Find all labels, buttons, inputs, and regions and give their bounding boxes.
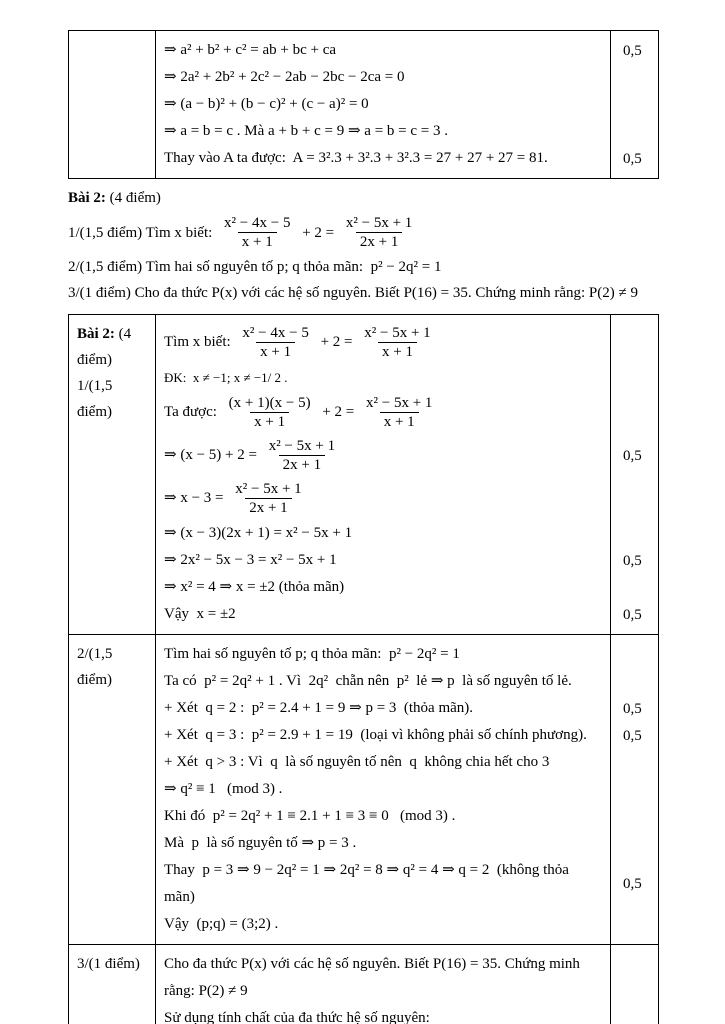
text-segment: 3/(1 điểm) Cho đa thức P(x) với các hệ số nguyên. Biết P(16) = 35. Chứng minh rằng: P(2) ≠ 9 bbox=[68, 285, 638, 301]
text-segment: + Xét q = 2 : p² = 2.4 + 1 = 9 ⇒ p = 3 (thỏa mãn). bbox=[164, 700, 474, 716]
solution-line bbox=[68, 280, 718, 306]
table-row bbox=[69, 945, 659, 1024]
solution-line bbox=[68, 211, 718, 254]
table-row bbox=[69, 635, 659, 945]
solution-line bbox=[164, 574, 602, 601]
exercise-2-statement bbox=[68, 179, 718, 314]
score-value: 0,5 bbox=[623, 42, 642, 59]
score-value: 0,5 bbox=[623, 606, 642, 623]
fraction bbox=[220, 214, 294, 251]
solution-line bbox=[164, 911, 602, 938]
solution-line bbox=[164, 641, 602, 668]
solution-line bbox=[164, 477, 602, 520]
text-segment: (4 điểm) bbox=[105, 190, 161, 206]
solution-line bbox=[164, 722, 602, 749]
score-value: 0,5 bbox=[623, 876, 642, 892]
text-segment: ⇒ (x − 5) + 2 = bbox=[164, 447, 261, 463]
fraction-denominator: 2x + 1 bbox=[279, 455, 325, 474]
fraction bbox=[231, 480, 305, 517]
score-value: 0,5 bbox=[623, 700, 642, 717]
exercise-label-cell bbox=[69, 945, 156, 1024]
text-segment: 2/(1,5 điểm) bbox=[77, 646, 113, 688]
text-segment: ĐK: x ≠ −1; x ≠ −1/ 2 . bbox=[164, 370, 288, 385]
fraction bbox=[265, 437, 339, 474]
score-value: 0,5 bbox=[623, 150, 642, 167]
solution-line bbox=[164, 64, 602, 91]
text-segment: 1/(1,5 điểm) bbox=[77, 378, 113, 420]
fraction-numerator: x² − 5x + 1 bbox=[235, 481, 302, 497]
solution-line bbox=[164, 321, 602, 364]
text-segment: Vậy (p;q) = (3;2) . bbox=[164, 916, 279, 932]
table-row bbox=[69, 315, 659, 635]
fraction bbox=[362, 394, 436, 431]
text-segment: + 2 = bbox=[298, 224, 338, 241]
text-segment: (4 điểm) bbox=[77, 326, 132, 368]
text-segment: + Xét q = 3 : p² = 2.9 + 1 = 19 (loại vì không phải số chính phương). bbox=[164, 727, 587, 743]
text-segment: Sử dụng tính chất của đa thức hệ số nguyên: bbox=[164, 1010, 430, 1024]
score-cell bbox=[611, 315, 659, 635]
text-segment: + 2 = bbox=[316, 334, 357, 350]
fraction-denominator: x + 1 bbox=[238, 232, 277, 251]
solution-line bbox=[164, 364, 602, 391]
text-segment: + Xét q > 3 : Vì q là số nguyên tố nên q không chia hết cho 3 bbox=[164, 754, 550, 770]
solution-line bbox=[164, 749, 602, 776]
text-segment: Thay p = 3 ⇒ 9 − 2q² = 1 ⇒ 2q² = 8 ⇒ q² = 4 ⇒ q = 2 (không thỏa mãn) bbox=[164, 862, 573, 905]
solution-line bbox=[164, 547, 602, 574]
fraction-numerator: x² − 5x + 1 bbox=[268, 438, 336, 454]
text-segment: Mà p là số nguyên tố ⇒ p = 3 . bbox=[164, 835, 357, 851]
table-row bbox=[69, 31, 659, 179]
solution-line bbox=[164, 830, 602, 857]
solution-line bbox=[164, 434, 602, 477]
fraction-numerator: x² − 5x + 1 bbox=[345, 215, 413, 231]
fraction-numerator: x² − 5x + 1 bbox=[364, 325, 431, 341]
exercise-label-cell bbox=[69, 31, 156, 179]
fraction-denominator: x + 1 bbox=[256, 342, 295, 361]
solution-line bbox=[164, 37, 602, 64]
fraction-denominator: x + 1 bbox=[250, 412, 289, 431]
text-segment: Thay vào A ta được: A = 3².3 + 3².3 + 3².3 = 27 + 27 + 27 = 81. bbox=[164, 150, 548, 166]
solution-line bbox=[164, 803, 602, 830]
text-segment: 2/(1,5 điểm) Tìm hai số nguyên tố p; q thỏa mãn: p² − 2q² = 1 bbox=[68, 259, 442, 275]
bold-text-segment: Bài 2: bbox=[68, 190, 106, 206]
text-segment: Vậy x = ±2 bbox=[164, 606, 236, 622]
text-segment: ⇒ a = b = c . Mà a + b + c = 9 ⇒ a = b = c = 3 . bbox=[164, 123, 449, 139]
exercise-label-cell bbox=[69, 315, 156, 635]
text-segment: ⇒ x² = 4 ⇒ x = ±2 (thỏa mãn) bbox=[164, 579, 345, 595]
solution-line bbox=[68, 185, 718, 211]
text-segment: rằng: P(2) ≠ 9 bbox=[164, 983, 248, 999]
solution-line bbox=[164, 668, 602, 695]
text-segment: ⇒ (a − b)² + (b − c)² + (c − a)² = 0 bbox=[164, 96, 369, 112]
fraction bbox=[342, 214, 416, 251]
answer-table-continuation bbox=[68, 30, 659, 179]
bold-text-segment: Bài 2: bbox=[77, 326, 115, 342]
fraction-numerator: x² − 4x − 5 bbox=[242, 325, 309, 341]
solution-cell bbox=[156, 315, 611, 635]
text-segment: ⇒ 2a² + 2b² + 2c² − 2ab − 2bc − 2ca = 0 bbox=[164, 69, 405, 85]
solution-line bbox=[68, 254, 718, 280]
text-segment: ⇒ x − 3 = bbox=[164, 490, 228, 506]
score-value: 0,5 bbox=[623, 727, 642, 744]
solution-line bbox=[164, 391, 602, 434]
fraction-numerator: x² − 5x + 1 bbox=[366, 395, 433, 411]
solution-line bbox=[164, 951, 602, 978]
solution-cell bbox=[156, 945, 611, 1024]
exercise-label bbox=[77, 321, 147, 373]
text-segment: ⇒ 2x² − 5x − 3 = x² − 5x + 1 bbox=[164, 552, 337, 568]
text-segment: Ta được: bbox=[164, 404, 221, 420]
score-cell bbox=[611, 31, 659, 179]
score-value: 0,5 bbox=[623, 552, 642, 569]
score-value: 0,5 bbox=[623, 447, 642, 464]
text-segment: Cho đa thức P(x) với các hệ số nguyên. Biết P(16) = 35. Chứng minh bbox=[164, 956, 580, 972]
solution-line bbox=[164, 857, 602, 911]
text-segment: ⇒ a² + b² + c² = ab + bc + ca bbox=[164, 42, 337, 58]
solution-line bbox=[164, 145, 602, 172]
fraction-numerator: (x + 1)(x − 5) bbox=[228, 395, 311, 411]
text-segment: 3/(1 điểm) bbox=[77, 956, 140, 972]
text-segment: Ta có p² = 2q² + 1 . Vì 2q² chẵn nên p² lẻ ⇒ p là số nguyên tố lẻ. bbox=[164, 673, 572, 689]
fraction bbox=[225, 394, 315, 431]
solution-line bbox=[164, 978, 602, 1005]
solution-cell bbox=[156, 31, 611, 179]
solution-line bbox=[164, 520, 602, 547]
solution-line bbox=[164, 1005, 602, 1024]
solution-line bbox=[164, 118, 602, 145]
text-segment: Khi đó p² = 2q² + 1 ≡ 2.1 + 1 ≡ 3 ≡ 0 (mod 3) . bbox=[164, 808, 456, 824]
exercise-label-cell bbox=[69, 635, 156, 945]
exercise-label bbox=[77, 951, 147, 977]
score-cell bbox=[611, 635, 659, 945]
fraction-denominator: x + 1 bbox=[378, 342, 417, 361]
text-segment: + 2 = bbox=[318, 404, 358, 420]
fraction-denominator: 2x + 1 bbox=[245, 498, 291, 517]
fraction-denominator: x + 1 bbox=[380, 412, 419, 431]
text-segment: Tìm x biết: bbox=[164, 334, 235, 350]
solution-line bbox=[164, 91, 602, 118]
solution-line bbox=[164, 776, 602, 803]
text-segment: ⇒ q² ≡ 1 (mod 3) . bbox=[164, 781, 283, 797]
solution-cell bbox=[156, 635, 611, 945]
exercise-label bbox=[77, 641, 147, 693]
fraction bbox=[238, 324, 312, 361]
solution-line bbox=[164, 601, 602, 628]
text-segment: Tìm hai số nguyên tố p; q thỏa mãn: p² − 2q² = 1 bbox=[164, 646, 460, 662]
text-segment: ⇒ (x − 3)(2x + 1) = x² − 5x + 1 bbox=[164, 525, 353, 541]
solution-line bbox=[164, 695, 602, 722]
fraction-numerator: x² − 4x − 5 bbox=[224, 215, 291, 231]
exercise-label bbox=[77, 373, 147, 425]
score-cell bbox=[611, 945, 659, 1024]
fraction-denominator: 2x + 1 bbox=[356, 232, 402, 251]
answer-table-exercise-2 bbox=[68, 314, 659, 1024]
fraction bbox=[360, 324, 434, 361]
text-segment: 1/(1,5 điểm) Tìm x biết: bbox=[68, 224, 217, 241]
